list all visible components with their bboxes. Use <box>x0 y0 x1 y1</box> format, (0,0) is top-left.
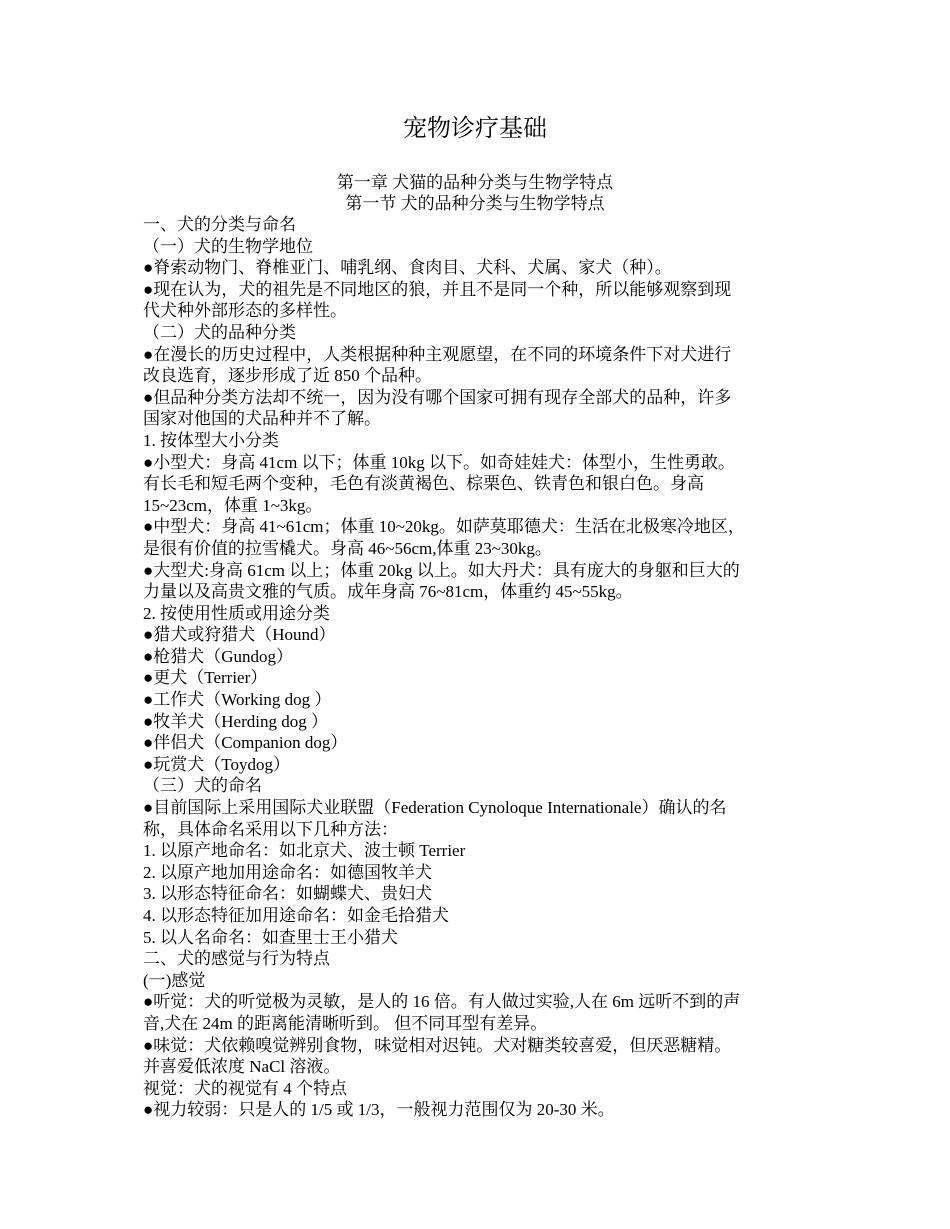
list-item: ●玩赏犬（Toydog） <box>143 754 290 774</box>
list-item: ●伴侣犬（Companion dog） <box>143 733 348 753</box>
paragraph-line: ●但品种分类方法却不统一，因为没有哪个国家可拥有现存全部犬的品种，许多 <box>143 387 732 407</box>
paragraph-line: ●小型犬：身高 41cm 以下；体重 10kg 以下。如奇娃娃犬：体型小，生性勇敢。 <box>143 452 736 472</box>
heading-senses-behavior: 二、犬的感觉与行为特点 <box>143 949 330 969</box>
paragraph-line: 改良选育，逐步形成了近 850 个品种。 <box>143 366 432 386</box>
list-item: 3. 以形态特征命名：如蝴蝶犬、贵妇犬 <box>143 884 432 904</box>
list-item: ●猎犬或狩猎犬（Hound） <box>143 625 336 645</box>
paragraph-line: 音,犬在 24m 的距离能清晰听到。 但不同耳型有差异。 <box>143 1013 548 1033</box>
paragraph-line: ●中型犬：身高 41~61cm；体重 10~20kg。如萨莫耶德犬：生活在北极寒冷地区， <box>143 517 745 537</box>
paragraph-line: 有长毛和短毛两个变种，毛色有淡黄褐色、棕栗色、铁青色和银白色。身高 <box>143 474 704 494</box>
list-item: 4. 以形态特征加用途命名：如金毛拾猎犬 <box>143 906 449 925</box>
paragraph-line: ●现在认为，犬的祖先是不同地区的狼，并且不是同一个种，所以能够观察到现 <box>143 279 732 299</box>
list-item: 2. 以原产地加用途命名：如德国牧羊犬 <box>143 862 432 882</box>
paragraph-line: ●脊索动物门、脊椎亚门、哺乳纲、食肉目、犬科、犬属、家犬（种）。 <box>143 258 672 278</box>
paragraph-line: ●大型犬:身高 61cm 以上；体重 20kg 以上。如大丹犬：具有庞大的身躯和巨大的 <box>143 560 740 580</box>
section-heading: 第一节 犬的品种分类与生物学特点 <box>345 194 605 213</box>
list-item: ●工作犬（Working dog ） <box>143 690 332 710</box>
paragraph-line: 代犬种外部形态的多样性。 <box>143 301 347 321</box>
heading-dog-classification: 一、犬的分类与命名 <box>143 215 296 234</box>
subheading-by-use: 2. 按使用性质或用途分类 <box>143 603 330 623</box>
paragraph-line: ●听觉：犬的听觉极为灵敏，是人的 16 倍。有人做过实验,人在 6m 远听不到的声 <box>143 992 741 1012</box>
list-item: ●牧羊犬（Herding dog ） <box>143 711 328 731</box>
chapter-heading: 第一章 犬猫的品种分类与生物学特点 <box>336 173 614 192</box>
paragraph-line: ●在漫长的历史过程中，人类根据种种主观愿望，在不同的环境条件下对犬进行 <box>143 344 732 364</box>
subheading-by-size: 1. 按体型大小分类 <box>143 430 279 450</box>
list-item: 1. 以原产地命名：如北京犬、波士顿 Terrier <box>143 841 466 861</box>
paragraph-line: ●味觉：犬依赖嗅觉辨别食物，味觉相对迟钝。犬对糖类较喜爱，但厌恶糖精。 <box>143 1035 732 1055</box>
paragraph-line: 国家对他国的犬品种并不了解。 <box>143 409 381 429</box>
document-title: 宠物诊疗基础 <box>403 116 547 142</box>
paragraph-line: 视觉：犬的视觉有 4 个特点 <box>143 1078 347 1098</box>
paragraph-line: 并喜爱低浓度 NaCl 溶液。 <box>143 1057 341 1077</box>
document-body <box>143 214 803 1121</box>
list-item: ●更犬（Terrier） <box>143 668 268 688</box>
paragraph-line: 力量以及高贵文雅的气质。成年身高 76~81cm，体重约 45~55kg。 <box>143 582 633 602</box>
paragraph-line: ●目前国际上采用国际犬业联盟（Federation Cynoloque Internationale）确认的名 <box>143 798 727 818</box>
paragraph-line: 15~23cm，体重 1~3kg。 <box>143 495 323 515</box>
list-item: ●枪猎犬（Gundog） <box>143 646 294 666</box>
list-item: 5. 以人名命名：如查里士王小猎犬 <box>143 927 398 947</box>
subheading-senses: (一)感觉 <box>143 970 206 990</box>
paragraph-line: 是很有价值的拉雪橇犬。身高 46~56cm,体重 23~30kg。 <box>143 538 552 558</box>
paragraph-line: 称，具体命名采用以下几种方法： <box>143 819 398 839</box>
subheading-naming: （三）犬的命名 <box>143 776 262 796</box>
paragraph-line: ●视力较弱：只是人的 1/5 或 1/3，一般视力范围仅为 20-30 米。 <box>143 1100 615 1120</box>
subheading-biological-status: （一）犬的生物学地位 <box>143 236 313 256</box>
subheading-breed-classification: （二）犬的品种分类 <box>143 322 296 342</box>
